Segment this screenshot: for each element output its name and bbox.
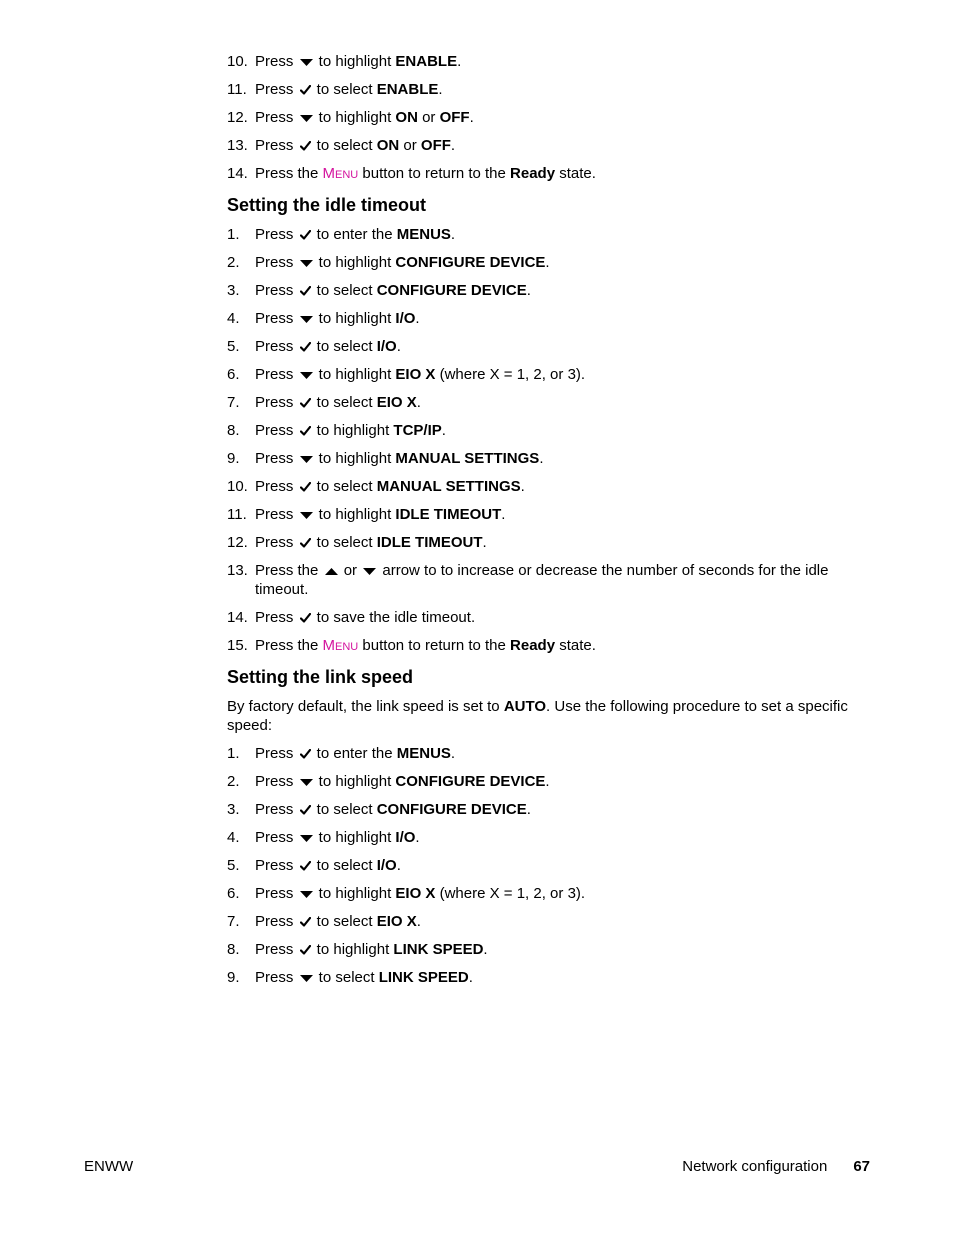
keyword: OFF	[439, 109, 470, 126]
step-text: Press	[255, 422, 298, 439]
keyword: AUTO	[503, 698, 547, 715]
step-item	[227, 912, 857, 931]
step-body	[255, 941, 488, 958]
step-body	[255, 478, 525, 495]
down-arrow-icon	[300, 511, 313, 520]
step-number: 11.	[227, 81, 247, 98]
step-text: to select	[312, 534, 377, 551]
step-item	[227, 52, 857, 71]
keyword: LINK SPEED	[393, 941, 484, 958]
step-text: Press the	[255, 562, 323, 579]
step-item	[227, 365, 857, 384]
down-arrow-icon	[300, 114, 313, 123]
step-text: to select	[312, 478, 377, 495]
link-speed-heading: Setting the link speed	[227, 667, 414, 687]
step-text: to enter the	[312, 745, 397, 762]
step-number: 10.	[227, 478, 248, 495]
idle-timeout-heading: Setting the idle timeout	[227, 195, 427, 215]
step-number: 12.	[227, 109, 248, 126]
footer-right	[682, 1158, 870, 1175]
link-speed-intro	[227, 697, 857, 735]
step-number: 8.	[227, 941, 240, 958]
keyword: ON	[376, 137, 400, 154]
step-text: Press	[255, 366, 298, 383]
step-text: (where X = 1, 2, or 3).	[435, 366, 586, 383]
step-body	[255, 801, 531, 818]
down-arrow-icon	[300, 974, 313, 983]
step-text: arrow to to increase or decrease the number of seconds for the idle timeout.	[255, 562, 829, 598]
down-arrow-icon	[300, 778, 313, 787]
step-text: Press	[255, 282, 298, 299]
step-text: Press	[255, 857, 298, 874]
step-text: .	[545, 254, 550, 271]
keyword: CONFIGURE DEVICE	[395, 773, 546, 790]
keyword: I/O	[395, 829, 416, 846]
step-text: .	[468, 969, 473, 986]
step-number: 5.	[227, 338, 240, 355]
step-text: to highlight	[314, 109, 396, 126]
keyword: I/O	[395, 310, 416, 327]
step-text: Press	[255, 254, 298, 271]
step-text: to select	[312, 282, 377, 299]
keyword: MENUS	[396, 745, 451, 762]
step-number: 5.	[227, 857, 240, 874]
step-number: 2.	[227, 254, 240, 271]
step-text: to highlight	[314, 254, 396, 271]
step-text: to highlight	[314, 310, 396, 327]
step-body	[255, 338, 401, 355]
step-text: .	[416, 394, 421, 411]
step-text: By factory default, the link speed is set to	[227, 698, 504, 715]
step-number: 2.	[227, 773, 240, 790]
checkmark-icon	[300, 805, 311, 815]
checkmark-icon	[300, 342, 311, 352]
up-arrow-icon	[325, 567, 338, 576]
step-body	[255, 637, 596, 654]
checkmark-icon	[300, 861, 311, 871]
down-arrow-icon	[300, 371, 313, 380]
step-text: to select	[312, 81, 377, 98]
step-text: to select	[314, 969, 379, 986]
step-text: Press the	[255, 165, 323, 182]
down-arrow-icon	[363, 567, 376, 576]
step-number: 3.	[227, 282, 240, 299]
step-body	[255, 53, 461, 70]
keyword: I/O	[376, 857, 397, 874]
step-body	[255, 506, 505, 523]
down-arrow-icon	[300, 455, 313, 464]
step-text: Press	[255, 745, 298, 762]
step-text: Press	[255, 450, 298, 467]
step-text: state.	[555, 165, 596, 182]
step-number: 4.	[227, 829, 240, 846]
step-item	[227, 421, 857, 440]
step-text: Press	[255, 338, 298, 355]
keyword: EIO X	[395, 885, 436, 902]
step-text: to save the idle timeout.	[312, 609, 476, 626]
keyword: LINK SPEED	[378, 969, 469, 986]
step-text: (where X = 1, 2, or 3).	[435, 885, 586, 902]
step-item	[227, 136, 857, 155]
checkmark-icon	[300, 398, 311, 408]
step-item	[227, 636, 857, 657]
step-text: .	[520, 478, 525, 495]
checkmark-icon	[300, 482, 311, 492]
step-text: button to return to the	[358, 637, 511, 654]
step-item	[227, 477, 857, 496]
step-text: Press	[255, 913, 298, 930]
step-body	[255, 109, 474, 126]
step-text: Press	[255, 53, 298, 70]
step-item	[227, 968, 857, 987]
step-text: .	[482, 534, 487, 551]
step-text: .	[450, 745, 456, 762]
step-text: .	[501, 506, 506, 523]
checkmark-icon	[300, 141, 311, 151]
keyword: ON	[395, 109, 418, 126]
footer-section-title: Network configuration	[682, 1158, 828, 1175]
step-text: to highlight	[314, 506, 396, 523]
checkmark-icon	[300, 749, 311, 759]
keyword: TCP/IP	[393, 422, 442, 439]
step-item	[227, 505, 857, 524]
step-body	[255, 310, 420, 327]
step-body	[255, 282, 531, 299]
down-arrow-icon	[300, 890, 313, 899]
checkmark-icon	[300, 426, 311, 436]
step-number: 15.	[227, 637, 248, 654]
step-text: Press the	[255, 637, 323, 654]
step-text: to highlight	[314, 53, 396, 70]
step-body	[255, 969, 473, 986]
step-text: to select	[312, 913, 377, 930]
step-text: button to return to the	[358, 165, 511, 182]
step-number: 14.	[227, 165, 248, 182]
step-body	[255, 829, 420, 846]
step-text: to highlight	[314, 885, 396, 902]
step-text: to enter the	[312, 226, 397, 243]
step-text: to highlight	[312, 422, 394, 439]
step-text: to select	[312, 394, 377, 411]
keyword: I/O	[376, 338, 397, 355]
keyword: EIO X	[395, 366, 436, 383]
step-text: .	[416, 913, 421, 930]
down-arrow-icon	[300, 834, 313, 843]
step-item	[227, 561, 857, 599]
top-step-list	[227, 52, 857, 185]
step-item	[227, 856, 857, 875]
step-text: .	[526, 801, 531, 818]
step-number: 9.	[227, 969, 240, 986]
step-text: or	[417, 109, 440, 126]
step-number: 7.	[227, 394, 240, 411]
step-body	[255, 913, 421, 930]
step-text: Press	[255, 801, 298, 818]
step-item	[227, 828, 857, 847]
link-speed-step-list	[227, 744, 857, 987]
checkmark-icon	[300, 917, 311, 927]
checkmark-icon	[300, 85, 311, 95]
step-item	[227, 533, 857, 552]
step-item	[227, 800, 857, 819]
step-number: 6.	[227, 366, 240, 383]
step-body	[255, 165, 596, 182]
step-item	[227, 608, 857, 627]
step-body	[255, 857, 401, 874]
page-footer	[84, 1158, 870, 1178]
step-body	[255, 534, 487, 551]
step-body	[255, 609, 475, 626]
step-body	[255, 254, 550, 271]
checkmark-icon	[300, 538, 311, 548]
step-text: Press	[255, 81, 298, 98]
step-number: 10.	[227, 53, 248, 70]
step-text: Press	[255, 226, 298, 243]
step-body	[255, 885, 585, 902]
step-item	[227, 253, 857, 272]
step-number: 13.	[227, 562, 248, 579]
step-item	[227, 884, 857, 903]
step-body	[255, 394, 421, 411]
step-text: .	[438, 81, 443, 98]
step-text: .	[469, 109, 474, 126]
checkmark-icon	[300, 230, 311, 240]
down-arrow-icon	[300, 315, 313, 324]
step-text: to highlight	[314, 366, 396, 383]
step-body	[255, 366, 585, 383]
step-number: 11.	[227, 506, 247, 523]
step-item	[227, 744, 857, 763]
step-number: 4.	[227, 310, 240, 327]
step-number: 8.	[227, 422, 240, 439]
step-text: .	[545, 773, 550, 790]
step-text: . Use the following procedure to set a specific speed:	[227, 698, 848, 734]
step-number: 7.	[227, 913, 240, 930]
down-arrow-icon	[300, 58, 313, 67]
step-body	[255, 226, 455, 243]
keyword: MENUS	[396, 226, 451, 243]
step-body	[255, 422, 446, 439]
step-text: Press	[255, 609, 298, 626]
step-text: to select	[312, 857, 377, 874]
keyword: CONFIGURE DEVICE	[376, 282, 527, 299]
step-text: .	[450, 226, 456, 243]
checkmark-icon	[300, 286, 311, 296]
step-text: to highlight	[314, 829, 396, 846]
checkmark-icon	[300, 945, 311, 955]
page-content	[227, 52, 857, 996]
step-item	[227, 393, 857, 412]
step-text: to highlight	[314, 450, 396, 467]
step-text: .	[396, 857, 401, 874]
step-text: Press	[255, 885, 298, 902]
keyword: CONFIGURE DEVICE	[376, 801, 527, 818]
step-text: Press	[255, 310, 298, 327]
step-item	[227, 309, 857, 328]
step-item	[227, 281, 857, 300]
step-number: 13.	[227, 137, 248, 154]
menu-button-label: MENU	[322, 637, 359, 654]
keyword: IDLE TIMEOUT	[395, 506, 502, 523]
step-text: .	[415, 829, 420, 846]
step-text: Press	[255, 506, 298, 523]
step-text: to select	[312, 137, 377, 154]
keyword: CONFIGURE DEVICE	[395, 254, 546, 271]
step-item	[227, 772, 857, 791]
step-item	[227, 449, 857, 468]
idle-timeout-step-list	[227, 225, 857, 657]
step-number: 12.	[227, 534, 248, 551]
menu-button-label: MENU	[322, 165, 359, 182]
keyword: ENABLE	[395, 53, 458, 70]
footer-left-label: ENWW	[84, 1158, 134, 1175]
step-item	[227, 164, 857, 185]
step-body	[255, 81, 443, 98]
step-body	[255, 450, 543, 467]
step-text: Press	[255, 829, 298, 846]
step-item	[227, 80, 857, 99]
keyword: Ready	[510, 637, 556, 654]
down-arrow-icon	[300, 259, 313, 268]
step-number: 6.	[227, 885, 240, 902]
step-text: .	[539, 450, 544, 467]
step-number: 1.	[227, 745, 240, 762]
step-text: Press	[255, 941, 298, 958]
step-text: to highlight	[312, 941, 394, 958]
keyword: OFF	[420, 137, 451, 154]
step-text: Press	[255, 534, 298, 551]
step-text: to highlight	[314, 773, 396, 790]
keyword: EIO X	[376, 913, 417, 930]
keyword: Ready	[510, 165, 556, 182]
step-number: 3.	[227, 801, 240, 818]
step-text: or	[339, 562, 362, 579]
step-text: .	[415, 310, 420, 327]
step-body	[255, 562, 828, 598]
step-item	[227, 940, 857, 959]
step-text: Press	[255, 969, 298, 986]
step-text: to select	[312, 801, 377, 818]
step-text: Press	[255, 137, 298, 154]
step-text: .	[457, 53, 462, 70]
step-item	[227, 225, 857, 244]
step-number: 1.	[227, 226, 240, 243]
step-text: .	[526, 282, 531, 299]
step-body	[255, 773, 550, 790]
step-item	[227, 337, 857, 356]
keyword: IDLE TIMEOUT	[376, 534, 483, 551]
keyword: EIO X	[376, 394, 417, 411]
step-text: .	[441, 422, 446, 439]
keyword: ENABLE	[376, 81, 439, 98]
step-body	[255, 137, 455, 154]
step-text: Press	[255, 478, 298, 495]
step-text: Press	[255, 394, 298, 411]
step-number: 14.	[227, 609, 248, 626]
step-text: .	[450, 137, 456, 154]
step-text: or	[399, 137, 421, 154]
step-text: Press	[255, 773, 298, 790]
step-text: state.	[555, 637, 596, 654]
checkmark-icon	[300, 613, 311, 623]
step-text: to select	[312, 338, 377, 355]
keyword: MANUAL SETTINGS	[395, 450, 540, 467]
step-text: Press	[255, 109, 298, 126]
step-text: .	[396, 338, 401, 355]
page-number: 67	[853, 1158, 870, 1175]
keyword: MANUAL SETTINGS	[376, 478, 521, 495]
step-number: 9.	[227, 450, 240, 467]
step-text: .	[483, 941, 488, 958]
step-body	[255, 745, 455, 762]
step-item	[227, 108, 857, 127]
